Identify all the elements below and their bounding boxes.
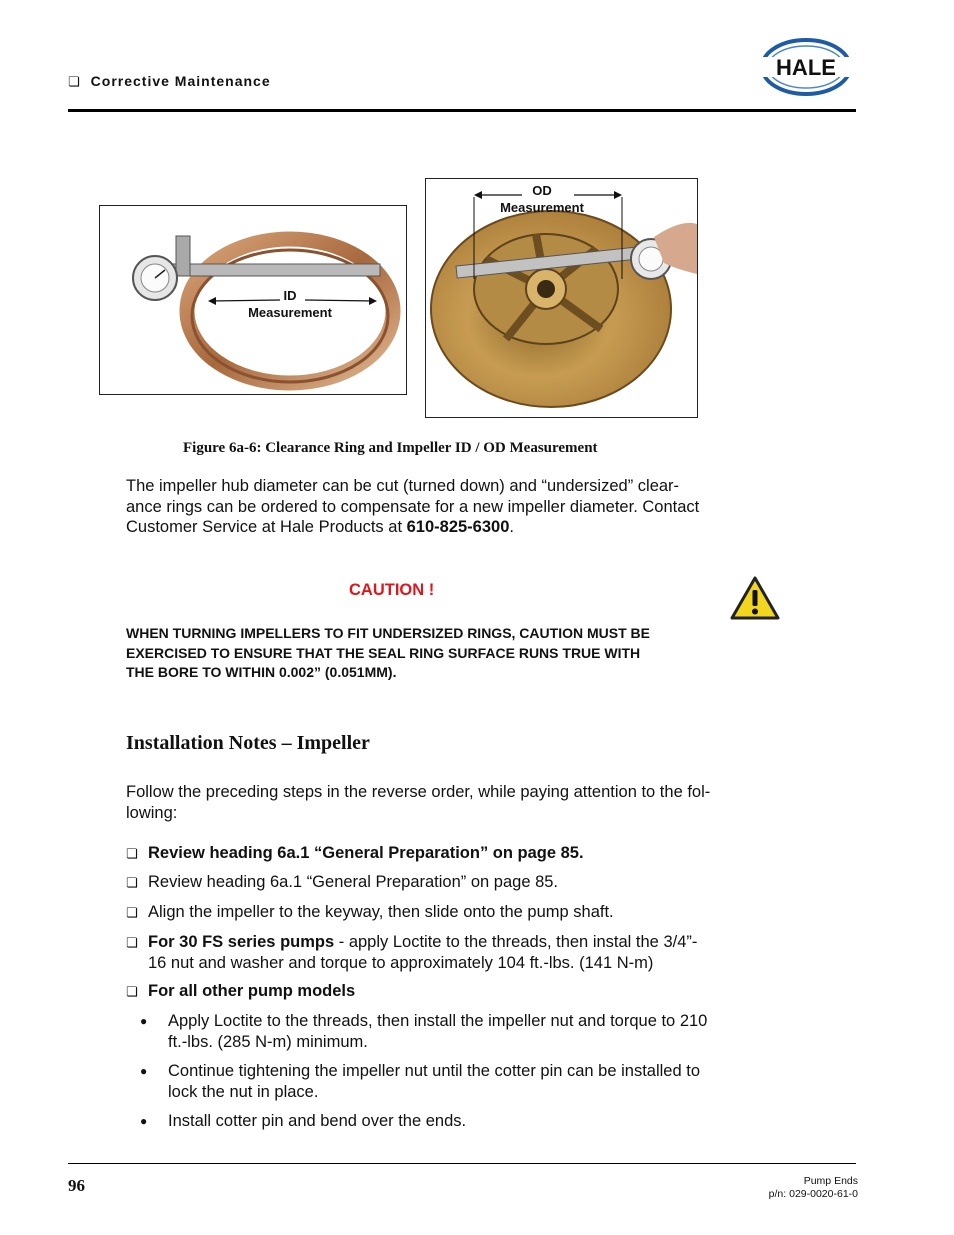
install-intro-line-2: lowing: — [126, 803, 178, 822]
list-item — [126, 902, 726, 923]
page-number: 96 — [68, 1176, 85, 1195]
section-label-text: Corrective Maintenance — [90, 73, 271, 89]
checkbox-bullet-icon: ❏ — [126, 935, 138, 950]
intro-line-3-suffix: . — [509, 518, 514, 536]
list-item-text: Review heading 6a.1 “General Preparation” on page 85. — [148, 844, 584, 862]
footer-doc-info — [769, 1175, 858, 1200]
id-label: ID — [283, 288, 297, 303]
installation-heading: Installation Notes – Impeller — [126, 732, 370, 754]
intro-line-2: ance rings can be ordered to compensate for a new impeller diameter. Contact — [126, 497, 700, 516]
sub-list-item — [140, 1111, 730, 1132]
list-item — [126, 872, 726, 893]
list-item-text: For 30 FS series pumps - apply Loctite to the threads, then instal the 3/4”- 16 nut and washer and torque to approximately 104 ft.-lbs. (141 N-m) — [148, 933, 698, 972]
caution-line-3: THE BORE TO WITHIN 0.002” (0.051MM). — [126, 664, 397, 680]
list-item-text: Review heading 6a.1 “General Preparation” on page 85. — [148, 873, 559, 891]
od-measurement-label: Measurement — [500, 200, 584, 215]
warning-triangle-icon — [730, 576, 780, 620]
footer-part-number: p/n: 029-0020-61-0 — [768, 1187, 858, 1200]
intro-line-1: The impeller hub diameter can be cut (turned down) and “undersized” clear- — [126, 477, 680, 495]
header-rule — [68, 109, 856, 112]
od-label: OD — [532, 183, 552, 198]
intro-line-3-prefix: Customer Service at Hale Products at — [126, 518, 407, 536]
footer-rule — [68, 1163, 856, 1164]
clearance-ring-photo — [99, 205, 407, 395]
list-item — [126, 843, 726, 864]
bullet-dot-icon: ● — [140, 1114, 148, 1128]
checkbox-bullet-icon: ❏ — [68, 74, 81, 89]
bullet-dot-icon: ● — [140, 1014, 148, 1028]
checkbox-bullet-icon: ❏ — [126, 875, 138, 890]
caution-title: CAUTION ! — [349, 581, 435, 599]
checkbox-bullet-icon: ❏ — [126, 984, 138, 999]
list-item-text: For all other pump models — [148, 982, 356, 1000]
bullet-dot-icon: ● — [140, 1064, 148, 1078]
sub-list-item — [140, 1011, 730, 1052]
intro-line-3 — [126, 517, 736, 538]
caution-text — [126, 624, 746, 683]
caution-line-1: WHEN TURNING IMPELLERS TO FIT UNDERSIZED RINGS, CAUTION MUST BE — [126, 625, 650, 641]
phone-number: 610-825-6300 — [406, 518, 510, 536]
list-item-text: Align the impeller to the keyway, then slide onto the pump shaft. — [148, 903, 614, 921]
list-item-bold: For 30 FS series pumps — [148, 933, 335, 951]
sub-list-item-text: Apply Loctite to the threads, then install the impeller nut and torque to 210 ft.-lbs. (285 N-m) minimum. — [168, 1012, 708, 1051]
install-intro-line-1: Follow the preceding steps in the reverse order, while paying attention to the fol- — [126, 783, 711, 801]
figure-caption: Figure 6a-6: Clearance Ring and Impeller ID / OD Measurement — [183, 440, 598, 456]
intro-paragraph — [126, 476, 736, 538]
impeller-photo — [425, 178, 698, 418]
install-intro — [126, 782, 736, 823]
footer-doc-title: Pump Ends — [803, 1175, 858, 1187]
logo-text: HALE — [776, 55, 836, 80]
id-measurement-label: Measurement — [248, 305, 332, 320]
checkbox-bullet-icon: ❏ — [126, 846, 138, 861]
section-label — [68, 73, 271, 90]
hale-logo — [756, 36, 856, 98]
caution-line-2: EXERCISED TO ENSURE THAT THE SEAL RING SURFACE RUNS TRUE WITH — [126, 644, 641, 661]
list-item — [126, 981, 726, 1002]
sub-list-item — [140, 1061, 730, 1102]
checkbox-bullet-icon: ❏ — [126, 905, 138, 920]
list-item — [126, 932, 726, 973]
sub-list-item-text: Continue tightening the impeller nut until the cotter pin can be installed to lock the nut in place. — [168, 1062, 701, 1101]
sub-list-item-text: Install cotter pin and bend over the ends. — [168, 1112, 467, 1130]
